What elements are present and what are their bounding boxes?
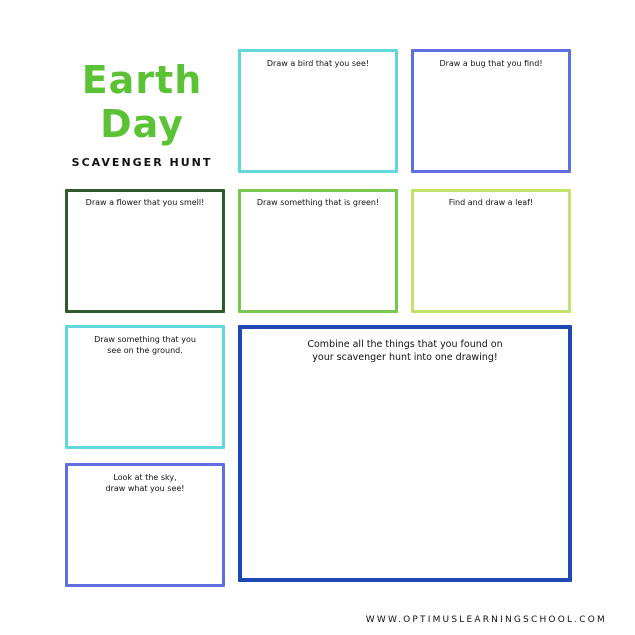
prompt-sky: Look at the sky, draw what you see! bbox=[105, 473, 185, 493]
box-bug[interactable] bbox=[411, 49, 571, 173]
prompt-leaf: Find and draw a leaf! bbox=[448, 198, 534, 207]
footer-url: WWW.OPTIMUSLEARNINGSCHOOL.COM bbox=[365, 615, 607, 625]
prompt-flower: Draw a flower that you smell! bbox=[85, 198, 205, 207]
box-sky[interactable] bbox=[65, 463, 225, 587]
prompt-bug: Draw a bug that you find! bbox=[439, 59, 543, 68]
prompt-ground: Draw something that you see on the ground. bbox=[94, 335, 196, 355]
title-earth: Earth bbox=[81, 58, 203, 102]
box-green[interactable] bbox=[238, 189, 398, 313]
box-combine[interactable] bbox=[238, 325, 572, 582]
prompt-bird: Draw a bird that you see! bbox=[266, 59, 370, 68]
box-leaf[interactable] bbox=[411, 189, 571, 313]
box-bird[interactable] bbox=[238, 49, 398, 173]
title-block bbox=[62, 58, 222, 169]
prompt-combine: Combine all the things that you found on your scavenger hunt into one drawing! bbox=[307, 339, 503, 363]
box-ground[interactable] bbox=[65, 325, 225, 449]
prompt-green: Draw something that is green! bbox=[256, 198, 380, 207]
subtitle: SCAVENGER HUNT bbox=[71, 156, 213, 169]
title-day: Day bbox=[100, 102, 184, 146]
box-flower[interactable] bbox=[65, 189, 225, 313]
